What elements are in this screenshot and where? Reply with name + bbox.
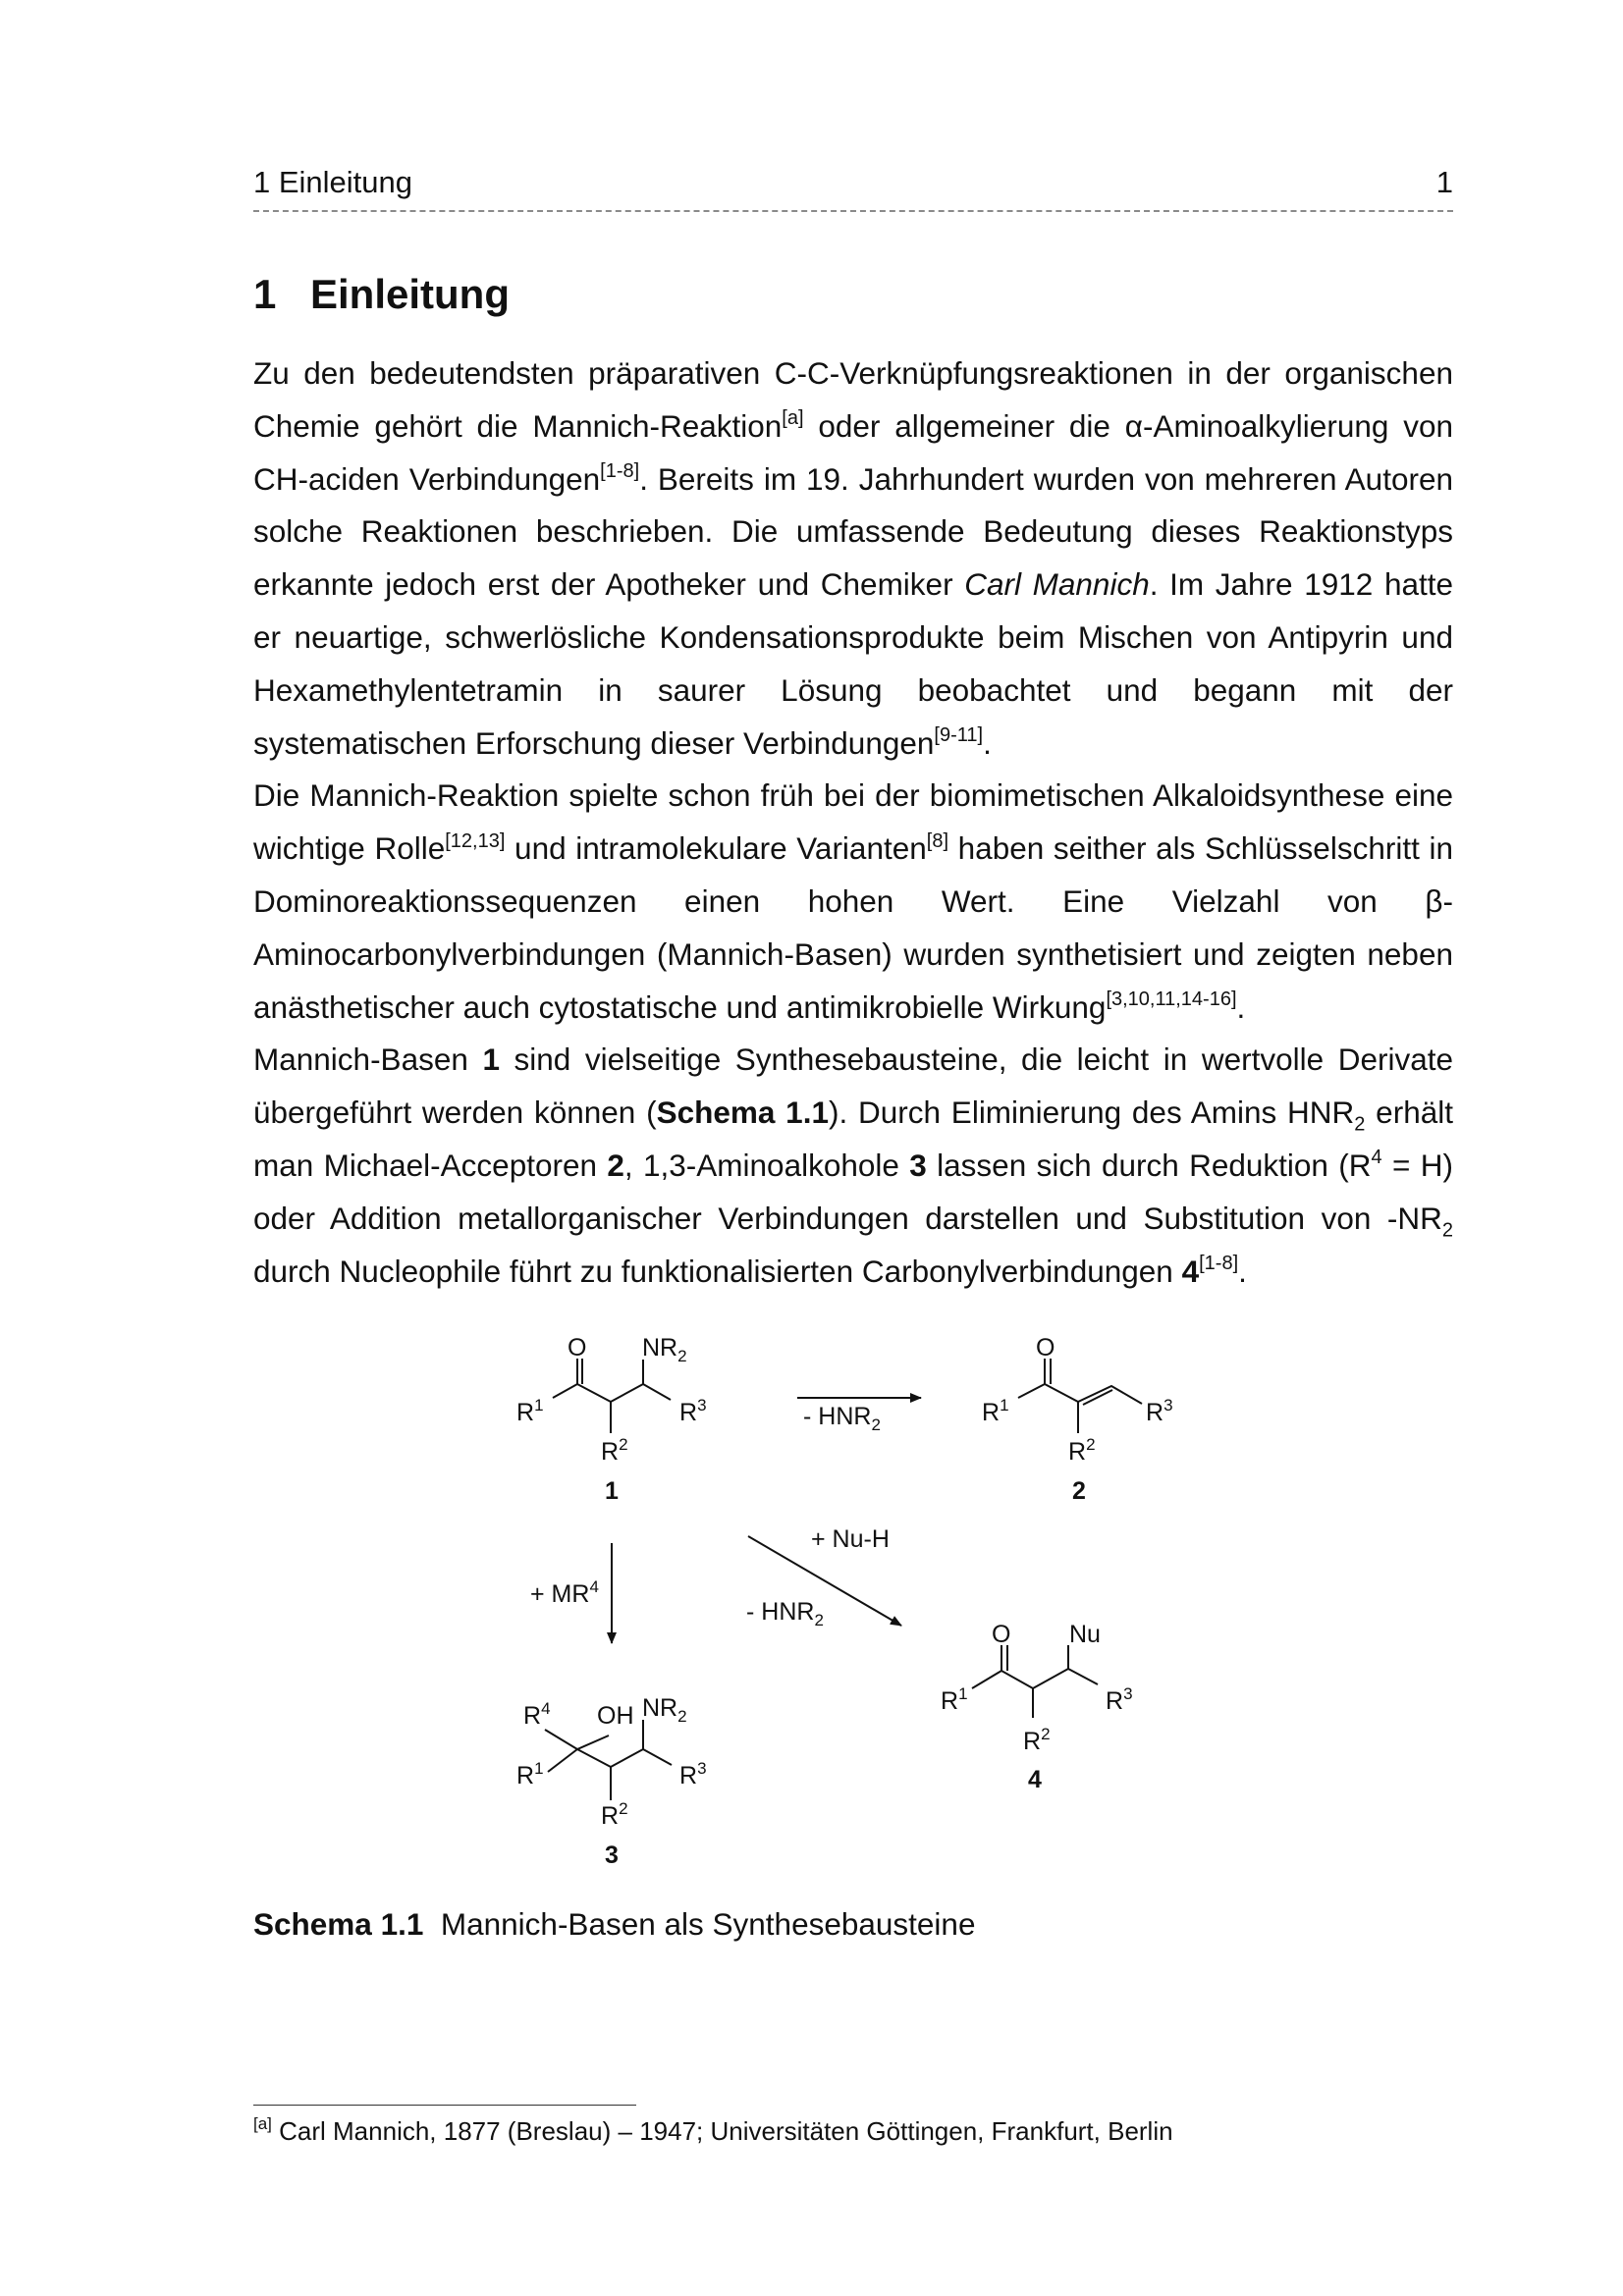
text-run: durch Nucleophile führt zu funktionalisierten Carbonylverbindungen (253, 1253, 1182, 1289)
atom-o: O (1036, 1334, 1055, 1362)
text-run: sind vielseitige Synthesebausteine, die leicht in wertvolle Derivate übergeführt werden können ( (253, 1041, 1453, 1131)
compound-ref: 2 (607, 1147, 624, 1183)
group-r1: $R^1$ (982, 1396, 1009, 1426)
group-oh: OH (597, 1702, 634, 1730)
greek-alpha: α (1124, 407, 1144, 444)
group-r1: $R^1$ (516, 1759, 544, 1789)
footnote-reference: [a] (782, 407, 804, 430)
group-nr: $NR_2$ (642, 1334, 687, 1365)
group-r2: $R^2$ (1023, 1725, 1051, 1755)
text-run: Mannich-Basen (253, 1041, 483, 1078)
compound-label-1: 1 (605, 1477, 619, 1505)
header-chapter: 1 Einleitung (253, 165, 413, 199)
group-r3: $R^3$ (679, 1396, 707, 1426)
reduction-label: + $MR^4$ (530, 1577, 599, 1608)
group-r2: $R^2$ (601, 1799, 628, 1830)
compound-label-3: 3 (605, 1842, 619, 1869)
section-number: 1 (253, 271, 277, 317)
citation: [1-8] (600, 460, 640, 483)
text-run: -Aminocarbonylverbindungen (Mannich-Basen) wurden synthetisiert und zeigten neben anästhetischer auch cytostatische und antimikrobielle Wirkung (253, 882, 1453, 1025)
compound-3-bonds (545, 1720, 672, 1800)
footnote (253, 2116, 1173, 2147)
text-run: ). Durch Eliminierung des Amins HNR (828, 1095, 1355, 1131)
text-run: . Bereits im 19. Jahrhundert wurden von mehreren Autoren solche Reaktionen beschrieben. Die umfassende Bedeutung dieses Reaktionstyps erkannte jedoch erst der Apotheker und Chemiker (253, 460, 1453, 603)
text-run: , 1,3-Aminoalkohole (623, 1147, 910, 1183)
group-r3: $R^3$ (1106, 1684, 1133, 1715)
compound-1-bonds (553, 1359, 671, 1433)
text-run: . (1236, 988, 1246, 1025)
compound-ref: 4 (1181, 1253, 1200, 1289)
group-r2: $R^2$ (1068, 1435, 1096, 1466)
citation: [1-8] (1199, 1253, 1239, 1275)
text-run: haben seither als Schlüsselschritt in Dominoreaktionssequenzen einen hohen Wert. Eine Vielzahl von (253, 830, 1453, 919)
header-page-number: 1 (1435, 165, 1453, 199)
text-run: -Aminoalkylierung von CH-aciden Verbindungen (253, 407, 1453, 497)
caption-label: Schema 1.1 (253, 1906, 424, 1942)
group-r2: $R^2$ (601, 1435, 628, 1466)
section-title: Einleitung (310, 271, 510, 317)
compound-ref: 1 (482, 1041, 500, 1078)
compound-ref: 3 (909, 1147, 927, 1183)
citation: [12,13] (445, 829, 506, 852)
text-run: erhält man Michael-Acceptoren (253, 1095, 1453, 1183)
greek-beta: β (1425, 882, 1443, 919)
text-run: = H) oder Addition metallorganischer Verbindungen darstellen und Substitution von -NR (253, 1147, 1453, 1236)
citation: [9-11] (934, 724, 984, 747)
footnote-divider (253, 2105, 636, 2106)
group-r3: $R^3$ (679, 1759, 707, 1789)
scheme-caption (253, 1906, 975, 1943)
compound-label-4: 4 (1028, 1766, 1042, 1793)
footnote-marker: [a] (253, 2114, 272, 2134)
text-run: und intramolekulare Varianten (505, 830, 927, 867)
scheme-ref: Schema 1.1 (656, 1095, 829, 1131)
atom-o: O (992, 1621, 1011, 1648)
citation: [3,10,11,14-16] (1106, 988, 1237, 1011)
citation: [8] (926, 829, 949, 852)
person-name: Carl Mannich (964, 566, 1150, 603)
superscript: 4 (1371, 1147, 1382, 1169)
footnote-text: Carl Mannich, 1877 (Breslau) – 1947; Universitäten Göttingen, Frankfurt, Berlin (271, 2116, 1173, 2146)
nucleophile-label: + Nu-H (811, 1525, 890, 1553)
compound-4-bonds (972, 1645, 1098, 1718)
group-r4: $R^4$ (523, 1699, 551, 1730)
substitution-label: - $HNR_2$ (746, 1598, 824, 1629)
text-run: . (983, 724, 992, 761)
text-run: Die Mannich-Reaktion spielte schon früh bei der biomimetischen Alkaloidsynthese eine wichtige Rolle (253, 777, 1453, 867)
caption-text: Mannich-Basen als Synthesebausteine (440, 1906, 976, 1942)
group-r3: $R^3$ (1146, 1396, 1173, 1426)
text-run: oder allgemeiner die (803, 407, 1125, 444)
group-r1: $R^1$ (516, 1396, 544, 1426)
text-run: . Im Jahre 1912 hatte er neuartige, schwerlösliche Kondensationsprodukte beim Mischen von Antipyrin und Hexamethylentetramin in saurer Lösung beobachtet und begann mit der systematischen Erforschung dieser Verbindungen (253, 566, 1454, 761)
subscript: 2 (1354, 1113, 1366, 1136)
compound-label-2: 2 (1072, 1477, 1086, 1505)
atom-o: O (568, 1334, 587, 1362)
group-nr: $NR_2$ (642, 1694, 687, 1726)
group-r1: $R^1$ (941, 1684, 968, 1715)
text-run: . (1238, 1253, 1247, 1289)
group-nu: Nu (1069, 1621, 1101, 1648)
compound-2-bonds (1018, 1359, 1142, 1433)
subscript: 2 (1441, 1219, 1453, 1242)
text-run: lassen sich durch Reduktion (R (926, 1147, 1372, 1183)
text-run: Zu den bedeutendsten präparativen C-C-Verknüpfungsreaktionen in der organischen Chemie gehört die Mannich-Reaktion (253, 355, 1453, 444)
elimination-label: - $HNR_2$ (803, 1403, 881, 1434)
